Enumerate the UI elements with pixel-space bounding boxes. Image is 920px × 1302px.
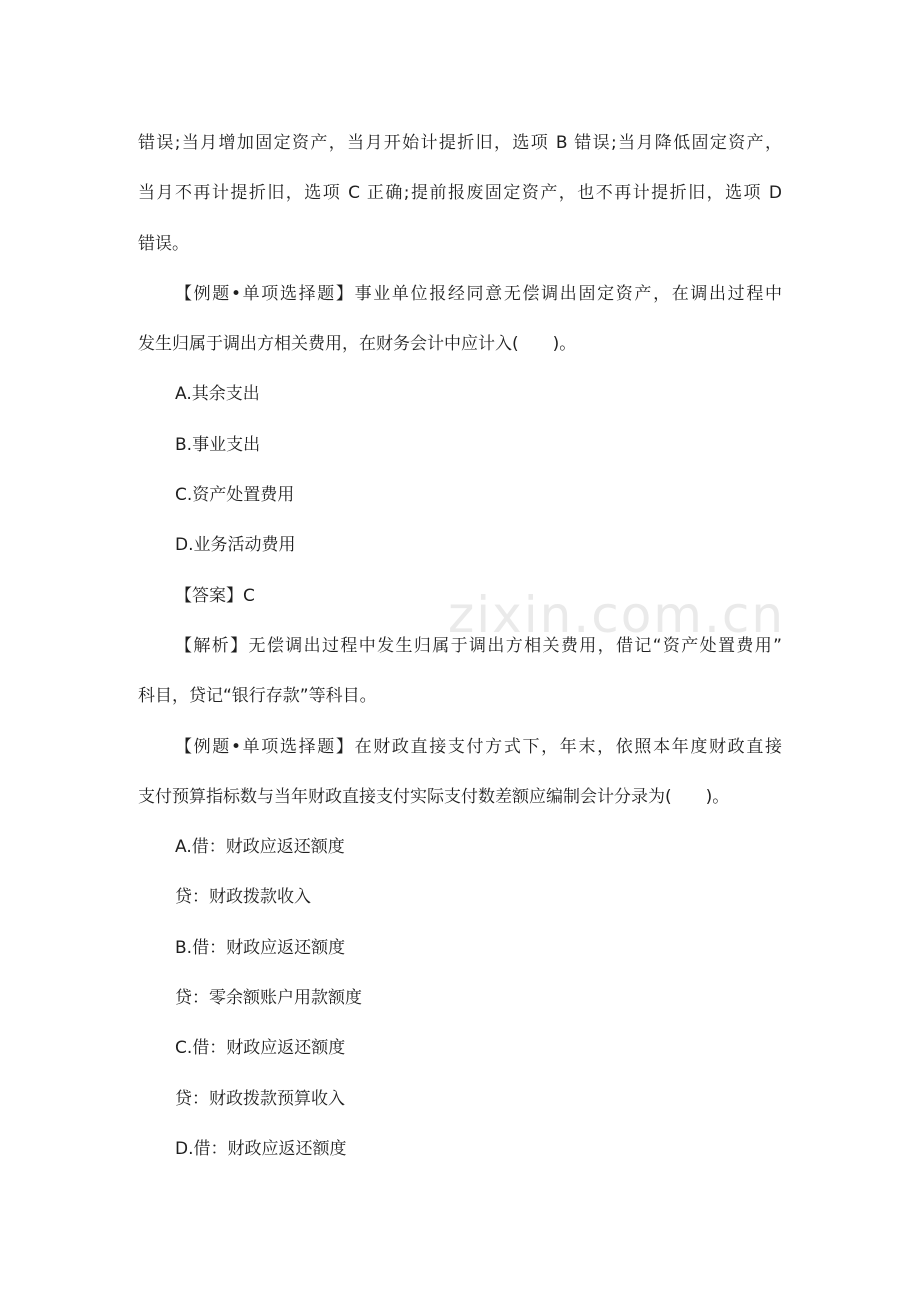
option-c-debit: C.借：财政应返还额度 bbox=[175, 1038, 346, 1059]
option-b-debit: B.借：财政应返还额度 bbox=[175, 937, 346, 958]
option-c: C.资产处置费用 bbox=[175, 485, 295, 506]
option-a-debit: A.借：财政应返还额度 bbox=[175, 837, 345, 858]
option-b-credit: 贷：零余额账户用款额度 bbox=[175, 988, 362, 1009]
watermark: zixin.com.cn bbox=[448, 586, 786, 644]
paragraph-line: 错误;当月增加固定资产，当月开始计提折旧，选项 B 错误;当月降低固定资产， bbox=[138, 133, 782, 153]
answer-line: 【答案】C bbox=[175, 585, 255, 606]
option-a-credit: 贷：财政拨款收入 bbox=[175, 887, 311, 908]
document-body bbox=[138, 118, 782, 1174]
option-d-debit: D.借：财政应返还额度 bbox=[175, 1138, 347, 1159]
option-b: B.事业支出 bbox=[175, 434, 261, 455]
question-stem-line: 【例题•单项选择题】事业单位报经同意无偿调出固定资产，在调出过程中 bbox=[175, 283, 782, 304]
option-d: D.业务活动费用 bbox=[175, 535, 296, 556]
option-c-credit: 贷：财政拨款预算收入 bbox=[175, 1088, 345, 1109]
analysis-line: 科目，贷记“银行存款”等科目。 bbox=[138, 686, 377, 707]
question-stem-line: 【例题•单项选择题】在财政直接支付方式下，年末，依照本年度财政直接 bbox=[175, 736, 782, 757]
question-stem-line: 发生归属于调出方相关费用，在财务会计中应计入( )。 bbox=[138, 334, 577, 355]
question-stem-line: 支付预算指标数与当年财政直接支付实际支付数差额应编制会计分录为( )。 bbox=[138, 786, 730, 807]
option-a: A.其余支出 bbox=[175, 384, 260, 405]
analysis-line: 【解析】无偿调出过程中发生归属于调出方相关费用，借记“资产处置费用” bbox=[175, 635, 782, 656]
paragraph-line: 错误。 bbox=[138, 233, 189, 254]
paragraph-line: 当月不再计提折旧，选项 C 正确;提前报废固定资产，也不再计提折旧，选项 D bbox=[138, 183, 782, 204]
